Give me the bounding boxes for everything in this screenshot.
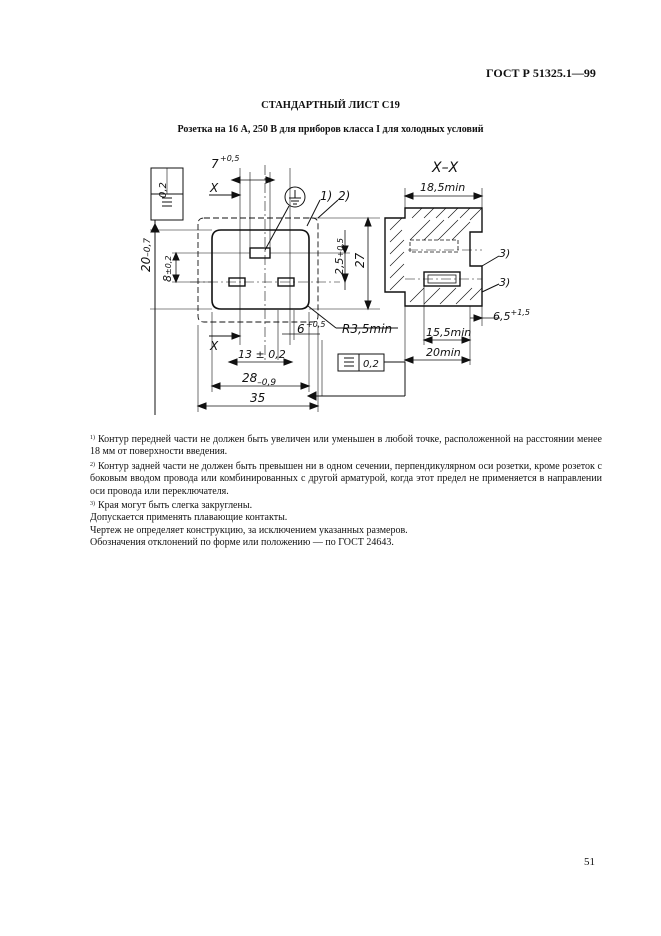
ref-3a: 3) [499,247,511,260]
tol-frame-left: 0,2 [158,182,169,198]
dim-28: $28_{-0,9}$ [242,371,277,388]
dim-6: 6 [297,322,305,336]
note-2-text: Контур задней части не должен быть превышен ни в одном сечении, перпендикулярном оси розетки, кроме розеток с боковым вводом провода или комбинированных с другой арматурой, когда этот предел не применяется в направлении оси провода или переключателя. [90,460,602,497]
ref-3b: 3) [499,276,511,289]
dim-2-5: 2,5+0,5 [333,238,346,275]
dim-7: 7 [211,157,219,171]
note-3-marker: 3) [90,501,95,508]
tol-6: +0,5 [306,320,326,329]
tol-7: +0,5 [220,154,240,163]
note-4 [90,512,602,524]
note-1 [90,432,602,459]
front-contour [212,230,309,309]
dim-13: 13 ± 0,2 [238,348,286,361]
dim-20: 20–0,7 [139,237,153,272]
ref-1: 1) [320,189,333,203]
dim-20min: 20min [426,346,461,359]
note-5-text: Чертеж не определяет конструкцию, за исключением указанных размеров. [90,524,408,536]
dim-6-5: $6,5^{+1,5}$ [493,308,530,323]
note-1-marker: 1) [90,435,95,441]
note-5 [90,525,602,537]
dim-r: R3,5min [342,322,393,336]
dim-35: 35 [250,391,266,405]
tol-frame-bottom: 0,2 [363,359,379,370]
notes [90,432,602,550]
earth-contact [250,248,270,258]
note-2-marker: 2) [90,461,95,468]
dim-18-5: 18,5min [420,181,466,194]
note-6-text: Обозначения отклонений по форме или положению — по ГОСТ 24643. [90,537,394,549]
note-1-text: Контур передней части не должен быть увеличен или уменьшен в любой точке, расположенной на расстоянии менее 18 мм от поверхности введения. [90,434,602,458]
standard-designation: ГОСТ Р 51325.1—99 [486,66,596,80]
dim-8: 8±0,2 [161,255,174,282]
sheet-subtitle: Розетка на 16 А, 250 В для приборов класса I для холодных условий [177,124,484,135]
section-body [385,208,482,306]
section-mark-bottom: X [210,339,219,353]
sheet-title: СТАНДАРТНЫЙ ЛИСТ С19 [261,100,400,111]
section-label: X–X [432,160,459,176]
dim-27: 27 [353,252,367,268]
ref-2: 2) [338,189,351,203]
note-3-text: Края могут быть слегка закруглены. [98,500,253,512]
note-6 [90,537,602,549]
note-3 [90,498,602,512]
dim-15-5: 15,5min [426,326,472,339]
technical-drawing [130,150,540,420]
page-number: 51 [584,856,595,868]
note-2 [90,459,602,498]
note-4-text: Допускается применять плавающие контакты. [90,512,288,524]
section-mark-top: X [210,181,219,195]
